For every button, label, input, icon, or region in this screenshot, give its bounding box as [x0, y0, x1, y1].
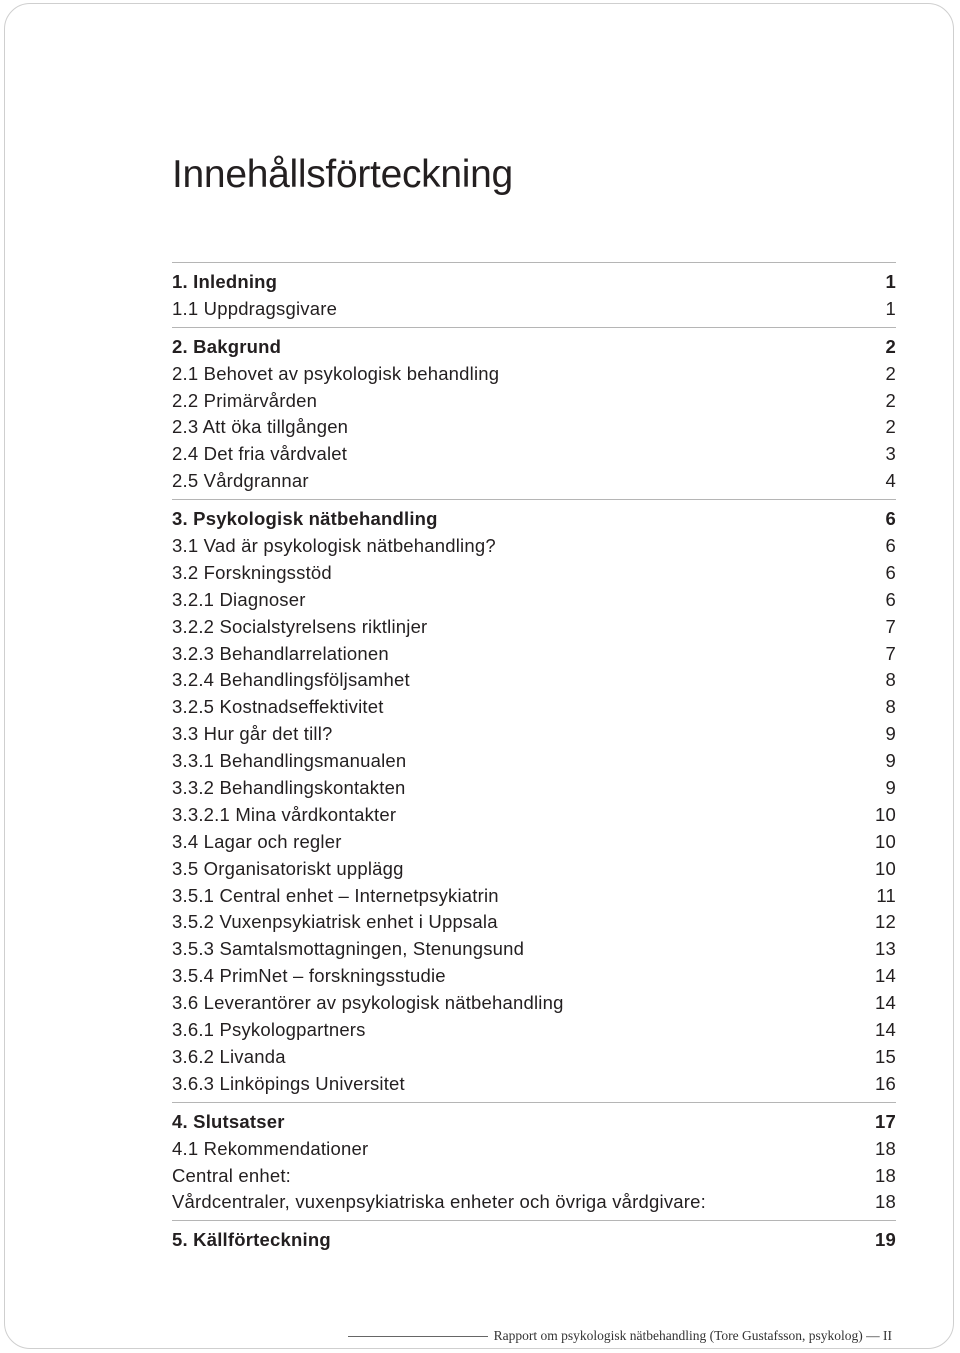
- toc-entry-label: Vårdcentraler, vuxenpsykiatriska enheter och övriga vårdgivare:: [172, 1191, 706, 1213]
- toc-entry-label: 2.2 Primärvården: [172, 389, 318, 411]
- toc-entry[interactable]: [172, 1017, 896, 1044]
- toc-page-number: 3: [885, 443, 896, 465]
- toc-page-number: 13: [875, 938, 896, 960]
- table-of-contents: [172, 262, 896, 1258]
- toc-entry-label: 3.2.4 Behandlingsföljsamhet: [172, 669, 410, 691]
- toc-entry-label: 3.5.1 Central enhet – Internetpsykiatrin: [172, 884, 499, 906]
- toc-section: [172, 262, 896, 327]
- toc-section: [172, 1102, 896, 1221]
- toc-entry-label: 3.6.3 Linköpings Universitet: [172, 1072, 405, 1094]
- toc-page-number: 1: [885, 271, 896, 292]
- toc-entry-label: 3.2.5 Kostnadseffektivitet: [172, 696, 384, 718]
- toc-page-number: 4: [885, 470, 896, 492]
- toc-entry-label: 3.2.2 Socialstyrelsens riktlinjer: [172, 615, 428, 637]
- toc-entry[interactable]: [172, 990, 896, 1017]
- toc-page-number: 9: [885, 750, 896, 772]
- toc-entry-label: 3.6.2 Livanda: [172, 1045, 286, 1067]
- toc-entry-label: 3.5.2 Vuxenpsykiatrisk enhet i Uppsala: [172, 911, 498, 933]
- toc-chapter-entry[interactable]: [172, 1109, 896, 1136]
- toc-entry[interactable]: [172, 1189, 896, 1216]
- toc-entry[interactable]: [172, 802, 896, 829]
- toc-chapter-entry[interactable]: [172, 334, 896, 361]
- toc-entry-label: 3.2.1 Diagnoser: [172, 588, 306, 610]
- toc-entry-label: 3.3.1 Behandlingsmanualen: [172, 750, 407, 772]
- footer-rule: [348, 1336, 488, 1337]
- toc-page-number: 19: [875, 1229, 896, 1251]
- toc-entry-label: 3.4 Lagar och regler: [172, 830, 342, 852]
- toc-page-number: 9: [885, 723, 896, 745]
- toc-entry-label: 3.5 Organisatoriskt upplägg: [172, 857, 404, 879]
- toc-entry[interactable]: [172, 560, 896, 587]
- toc-entry-label: 1.1 Uppdragsgivare: [172, 297, 338, 319]
- toc-entry-label: 2.3 Att öka tillgången: [172, 416, 349, 438]
- toc-entry[interactable]: [172, 748, 896, 775]
- toc-page-number: 17: [875, 1110, 896, 1132]
- toc-entry-label: 3.5.4 PrimNet – forskningsstudie: [172, 965, 446, 987]
- toc-entry[interactable]: [172, 856, 896, 883]
- toc-page-number: 10: [875, 830, 896, 852]
- toc-page-number: 18: [875, 1191, 896, 1213]
- toc-page-number: 6: [885, 588, 896, 610]
- toc-page-number: 14: [875, 1019, 896, 1041]
- toc-entry[interactable]: [172, 587, 896, 614]
- toc-chapter-entry[interactable]: [172, 506, 896, 533]
- page-footer: [348, 1328, 892, 1344]
- toc-entry-label: 3.1 Vad är psykologisk nätbehandling?: [172, 535, 496, 557]
- toc-page-number: 10: [875, 803, 896, 825]
- toc-entry[interactable]: [172, 414, 896, 441]
- toc-entry-label: 5. Källförteckning: [172, 1229, 331, 1251]
- toc-page-number: 8: [885, 696, 896, 718]
- toc-page-number: 18: [875, 1137, 896, 1159]
- toc-page-number: 9: [885, 777, 896, 799]
- toc-entry[interactable]: [172, 721, 896, 748]
- toc-entry[interactable]: [172, 883, 896, 910]
- toc-page-number: 2: [885, 416, 896, 438]
- toc-entry[interactable]: [172, 641, 896, 668]
- toc-page-number: 15: [875, 1045, 896, 1067]
- toc-page-number: 6: [885, 561, 896, 583]
- toc-entry[interactable]: [172, 614, 896, 641]
- toc-page-number: 14: [875, 965, 896, 987]
- toc-entry[interactable]: [172, 1163, 896, 1190]
- toc-section: [172, 327, 896, 499]
- toc-page-number: 2: [885, 335, 896, 357]
- toc-entry[interactable]: [172, 936, 896, 963]
- toc-page-number: 1: [885, 297, 896, 319]
- toc-page-number: 12: [875, 911, 896, 933]
- toc-page-number: 6: [885, 535, 896, 557]
- toc-entry[interactable]: [172, 361, 896, 388]
- toc-entry-label: 3.5.3 Samtalsmottagningen, Stenungsund: [172, 938, 525, 960]
- toc-chapter-entry[interactable]: [172, 269, 896, 296]
- toc-entry[interactable]: [172, 388, 896, 415]
- toc-entry-label: 2.4 Det fria vårdvalet: [172, 443, 348, 465]
- toc-entry-label: 2. Bakgrund: [172, 335, 282, 357]
- toc-page-number: 2: [885, 362, 896, 384]
- toc-entry-label: 4. Slutsatser: [172, 1110, 285, 1132]
- toc-entry[interactable]: [172, 533, 896, 560]
- toc-page-number: 7: [885, 642, 896, 664]
- toc-page-number: 10: [875, 857, 896, 879]
- toc-entry-label: 1. Inledning: [172, 271, 278, 292]
- toc-entry-label: Central enhet:: [172, 1164, 292, 1186]
- toc-entry-label: 3.2.3 Behandlarrelationen: [172, 642, 389, 664]
- toc-entry-label: 3. Psykologisk nätbehandling: [172, 508, 438, 530]
- toc-entry-label: 4.1 Rekommendationer: [172, 1137, 369, 1159]
- toc-entry[interactable]: [172, 1044, 896, 1071]
- toc-entry[interactable]: [172, 1071, 896, 1098]
- toc-page-number: 6: [885, 508, 896, 530]
- toc-section: [172, 499, 896, 1102]
- toc-entry-label: 2.5 Vårdgrannar: [172, 470, 309, 492]
- toc-entry[interactable]: [172, 694, 896, 721]
- toc-entry[interactable]: [172, 963, 896, 990]
- toc-entry-label: 3.3.2 Behandlingskontakten: [172, 777, 406, 799]
- toc-section: [172, 1220, 896, 1258]
- toc-page-number: 14: [875, 992, 896, 1014]
- toc-page-number: 7: [885, 615, 896, 637]
- toc-entry-label: 3.3 Hur går det till?: [172, 723, 333, 745]
- toc-entry[interactable]: [172, 775, 896, 802]
- toc-entry[interactable]: [172, 909, 896, 936]
- toc-entry-label: 3.6.1 Psykologpartners: [172, 1019, 366, 1041]
- toc-page-number: 18: [875, 1164, 896, 1186]
- toc-page-number: 2: [885, 389, 896, 411]
- toc-chapter-entry[interactable]: [172, 1227, 896, 1254]
- toc-entry-label: 2.1 Behovet av psykologisk behandling: [172, 362, 500, 384]
- toc-entry[interactable]: [172, 468, 896, 495]
- toc-page-number: 8: [885, 669, 896, 691]
- toc-entry[interactable]: [172, 441, 896, 468]
- toc-page-number: 16: [875, 1072, 896, 1094]
- toc-entry-label: 3.2 Forskningsstöd: [172, 561, 332, 583]
- toc-entry-label: 3.3.2.1 Mina vårdkontakter: [172, 803, 397, 825]
- toc-entry[interactable]: [172, 829, 896, 856]
- toc-page-number: 11: [876, 884, 896, 906]
- toc-entry[interactable]: [172, 1136, 896, 1163]
- toc-entry[interactable]: [172, 667, 896, 694]
- toc-entry[interactable]: [172, 296, 896, 323]
- footer-text: Rapport om psykologisk nätbehandling (Tore Gustafsson, psykolog) — II: [493, 1328, 892, 1343]
- toc-entry-label: 3.6 Leverantörer av psykologisk nätbehandling: [172, 992, 564, 1014]
- page-title: Innehållsförteckning: [172, 153, 513, 196]
